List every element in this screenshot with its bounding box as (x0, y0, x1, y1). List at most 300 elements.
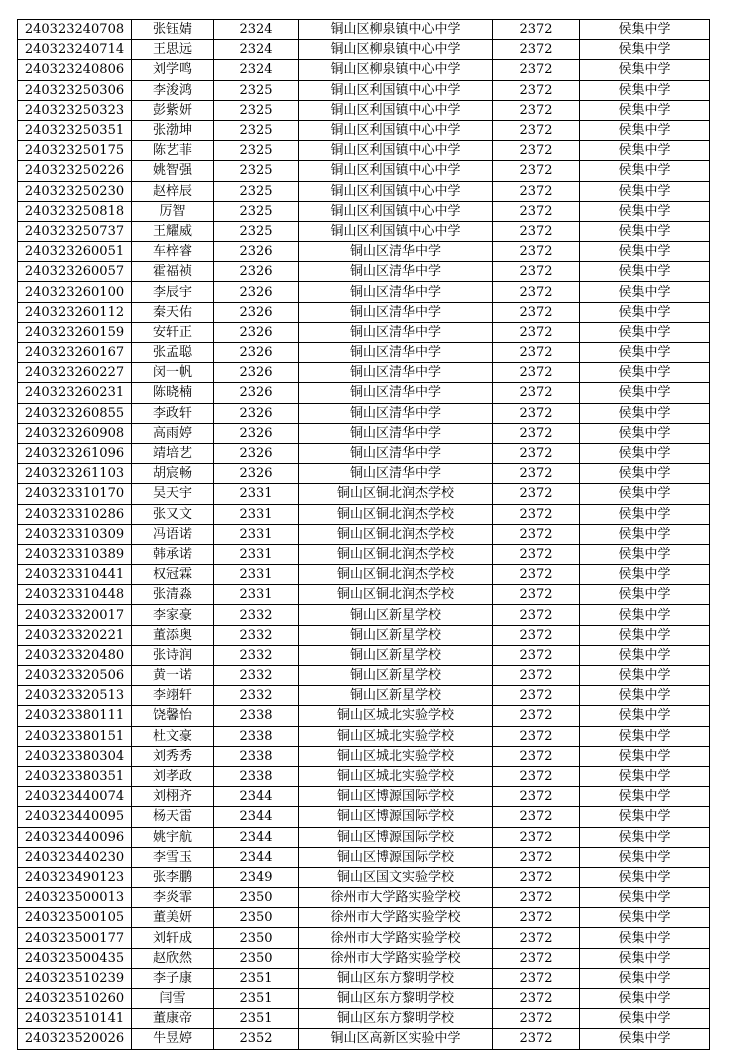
exam-id-cell: 240323260231 (18, 383, 132, 403)
school-name-cell: 铜山区清华中学 (299, 322, 493, 342)
school-code-cell: 2344 (214, 827, 299, 847)
table-row (18, 120, 710, 140)
table-row (18, 726, 710, 746)
target-code-cell: 2372 (493, 120, 580, 140)
exam-id-cell: 240323440230 (18, 847, 132, 867)
exam-id-cell: 240323260112 (18, 302, 132, 322)
exam-id-cell: 240323500013 (18, 888, 132, 908)
school-code-cell: 2325 (214, 221, 299, 241)
student-name-cell: 闵一帆 (132, 363, 214, 383)
target-school-cell: 侯集中学 (580, 968, 710, 988)
table-row (18, 928, 710, 948)
school-code-cell: 2331 (214, 504, 299, 524)
exam-id-cell: 240323320480 (18, 645, 132, 665)
student-name-cell: 冯语诺 (132, 524, 214, 544)
school-code-cell: 2338 (214, 746, 299, 766)
exam-id-cell: 240323240806 (18, 60, 132, 80)
target-code-cell: 2372 (493, 181, 580, 201)
exam-id-cell: 240323320506 (18, 666, 132, 686)
target-code-cell: 2372 (493, 585, 580, 605)
school-code-cell: 2350 (214, 908, 299, 928)
school-code-cell: 2325 (214, 161, 299, 181)
target-code-cell: 2372 (493, 989, 580, 1009)
student-name-cell: 陈晓楠 (132, 383, 214, 403)
target-code-cell: 2372 (493, 645, 580, 665)
target-code-cell: 2372 (493, 20, 580, 40)
school-name-cell: 铜山区清华中学 (299, 423, 493, 443)
table-row (18, 262, 710, 282)
exam-id-cell: 240323260159 (18, 322, 132, 342)
target-code-cell: 2372 (493, 787, 580, 807)
table-row (18, 343, 710, 363)
exam-id-cell: 240323250226 (18, 161, 132, 181)
student-name-cell: 姚智强 (132, 161, 214, 181)
target-school-cell: 侯集中学 (580, 746, 710, 766)
school-code-cell: 2324 (214, 40, 299, 60)
school-code-cell: 2325 (214, 141, 299, 161)
school-code-cell: 2350 (214, 948, 299, 968)
table-row (18, 383, 710, 403)
table-row (18, 363, 710, 383)
school-code-cell: 2344 (214, 807, 299, 827)
school-code-cell: 2325 (214, 80, 299, 100)
school-name-cell: 铜山区新星学校 (299, 605, 493, 625)
student-name-cell: 赵梓辰 (132, 181, 214, 201)
target-code-cell: 2372 (493, 766, 580, 786)
school-name-cell: 铜山区清华中学 (299, 383, 493, 403)
school-code-cell: 2326 (214, 423, 299, 443)
student-name-cell: 董添奥 (132, 625, 214, 645)
school-name-cell: 铜山区利国镇中心中学 (299, 221, 493, 241)
target-school-cell: 侯集中学 (580, 141, 710, 161)
school-code-cell: 2349 (214, 867, 299, 887)
target-code-cell: 2372 (493, 706, 580, 726)
student-name-cell: 李家豪 (132, 605, 214, 625)
student-name-cell: 杨天雷 (132, 807, 214, 827)
target-code-cell: 2372 (493, 40, 580, 60)
school-name-cell: 铜山区清华中学 (299, 262, 493, 282)
target-code-cell: 2372 (493, 100, 580, 120)
school-name-cell: 铜山区利国镇中心中学 (299, 80, 493, 100)
target-code-cell: 2372 (493, 807, 580, 827)
school-name-cell: 铜山区新星学校 (299, 645, 493, 665)
target-school-cell: 侯集中学 (580, 484, 710, 504)
student-name-cell: 秦天佑 (132, 302, 214, 322)
table-row (18, 403, 710, 423)
school-name-cell: 徐州市大学路实验学校 (299, 928, 493, 948)
table-row (18, 847, 710, 867)
student-name-cell: 黄一诺 (132, 666, 214, 686)
school-name-cell: 铜山区清华中学 (299, 282, 493, 302)
exam-id-cell: 240323250175 (18, 141, 132, 161)
target-code-cell: 2372 (493, 746, 580, 766)
target-school-cell: 侯集中学 (580, 363, 710, 383)
exam-id-cell: 240323310286 (18, 504, 132, 524)
table-row (18, 443, 710, 463)
target-code-cell: 2372 (493, 201, 580, 221)
school-code-cell: 2331 (214, 585, 299, 605)
exam-id-cell: 240323310309 (18, 524, 132, 544)
student-name-cell: 李政轩 (132, 403, 214, 423)
exam-id-cell: 240323500105 (18, 908, 132, 928)
school-name-cell: 铜山区柳泉镇中心中学 (299, 20, 493, 40)
target-school-cell: 侯集中学 (580, 464, 710, 484)
exam-id-cell: 240323260227 (18, 363, 132, 383)
school-code-cell: 2326 (214, 403, 299, 423)
school-code-cell: 2326 (214, 383, 299, 403)
school-code-cell: 2324 (214, 60, 299, 80)
target-code-cell: 2372 (493, 565, 580, 585)
school-name-cell: 铜山区柳泉镇中心中学 (299, 60, 493, 80)
target-code-cell: 2372 (493, 1009, 580, 1029)
target-school-cell: 侯集中学 (580, 201, 710, 221)
table-row (18, 948, 710, 968)
exam-id-cell: 240323250737 (18, 221, 132, 241)
table-row (18, 1009, 710, 1029)
exam-id-cell: 240323440074 (18, 787, 132, 807)
school-name-cell: 铜山区铜北润杰学校 (299, 544, 493, 564)
target-code-cell: 2372 (493, 383, 580, 403)
school-code-cell: 2326 (214, 464, 299, 484)
school-code-cell: 2326 (214, 262, 299, 282)
school-name-cell: 铜山区清华中学 (299, 343, 493, 363)
target-school-cell: 侯集中学 (580, 262, 710, 282)
target-code-cell: 2372 (493, 928, 580, 948)
school-code-cell: 2324 (214, 20, 299, 40)
table-row (18, 524, 710, 544)
student-name-cell: 张诗润 (132, 645, 214, 665)
student-name-cell: 权冠霖 (132, 565, 214, 585)
exam-id-cell: 240323260167 (18, 343, 132, 363)
target-school-cell: 侯集中学 (580, 120, 710, 140)
table-row (18, 1029, 710, 1049)
school-name-cell: 铜山区东方黎明学校 (299, 989, 493, 1009)
school-code-cell: 2326 (214, 282, 299, 302)
target-school-cell: 侯集中学 (580, 20, 710, 40)
target-school-cell: 侯集中学 (580, 242, 710, 262)
target-school-cell: 侯集中学 (580, 565, 710, 585)
table-row (18, 302, 710, 322)
target-school-cell: 侯集中学 (580, 787, 710, 807)
exam-id-cell: 240323510239 (18, 968, 132, 988)
target-code-cell: 2372 (493, 443, 580, 463)
target-code-cell: 2372 (493, 908, 580, 928)
table-row (18, 968, 710, 988)
exam-id-cell: 240323380151 (18, 726, 132, 746)
table-row (18, 60, 710, 80)
student-name-cell: 李辰宇 (132, 282, 214, 302)
student-name-cell: 王耀威 (132, 221, 214, 241)
school-name-cell: 铜山区清华中学 (299, 403, 493, 423)
target-school-cell: 侯集中学 (580, 766, 710, 786)
target-school-cell: 侯集中学 (580, 605, 710, 625)
target-school-cell: 侯集中学 (580, 221, 710, 241)
target-code-cell: 2372 (493, 726, 580, 746)
target-school-cell: 侯集中学 (580, 302, 710, 322)
exam-id-cell: 240323261096 (18, 443, 132, 463)
school-code-cell: 2331 (214, 484, 299, 504)
table-row (18, 20, 710, 40)
exam-id-cell: 240323320513 (18, 686, 132, 706)
target-code-cell: 2372 (493, 242, 580, 262)
target-school-cell: 侯集中学 (580, 888, 710, 908)
school-code-cell: 2326 (214, 302, 299, 322)
target-code-cell: 2372 (493, 827, 580, 847)
school-code-cell: 2325 (214, 100, 299, 120)
student-name-cell: 胡宸畅 (132, 464, 214, 484)
school-name-cell: 铜山区柳泉镇中心中学 (299, 40, 493, 60)
table-row (18, 888, 710, 908)
table-row (18, 181, 710, 201)
school-name-cell: 铜山区利国镇中心中学 (299, 141, 493, 161)
table-row (18, 322, 710, 342)
school-code-cell: 2332 (214, 645, 299, 665)
school-code-cell: 2326 (214, 363, 299, 383)
student-name-cell: 赵欣然 (132, 948, 214, 968)
student-name-cell: 闫雪 (132, 989, 214, 1009)
target-code-cell: 2372 (493, 80, 580, 100)
school-code-cell: 2338 (214, 766, 299, 786)
target-code-cell: 2372 (493, 948, 580, 968)
student-name-cell: 李翊轩 (132, 686, 214, 706)
student-name-cell: 张渤坤 (132, 120, 214, 140)
exam-id-cell: 240323250323 (18, 100, 132, 120)
exam-id-cell: 240323260057 (18, 262, 132, 282)
exam-id-cell: 240323260100 (18, 282, 132, 302)
target-code-cell: 2372 (493, 888, 580, 908)
target-code-cell: 2372 (493, 282, 580, 302)
school-name-cell: 铜山区铜北润杰学校 (299, 504, 493, 524)
target-school-cell: 侯集中学 (580, 443, 710, 463)
school-code-cell: 2344 (214, 847, 299, 867)
table-row (18, 585, 710, 605)
exam-id-cell: 240323490123 (18, 867, 132, 887)
table-row (18, 141, 710, 161)
target-school-cell: 侯集中学 (580, 625, 710, 645)
target-school-cell: 侯集中学 (580, 989, 710, 1009)
exam-id-cell: 240323240714 (18, 40, 132, 60)
student-name-cell: 刘轩成 (132, 928, 214, 948)
exam-id-cell: 240323310170 (18, 484, 132, 504)
target-school-cell: 侯集中学 (580, 686, 710, 706)
target-school-cell: 侯集中学 (580, 322, 710, 342)
target-school-cell: 侯集中学 (580, 403, 710, 423)
table-row (18, 242, 710, 262)
target-code-cell: 2372 (493, 544, 580, 564)
exam-id-cell: 240323320221 (18, 625, 132, 645)
table-row (18, 605, 710, 625)
exam-id-cell: 240323310441 (18, 565, 132, 585)
target-code-cell: 2372 (493, 847, 580, 867)
school-code-cell: 2331 (214, 544, 299, 564)
student-name-cell: 陈艺菲 (132, 141, 214, 161)
school-code-cell: 2325 (214, 181, 299, 201)
table-row (18, 908, 710, 928)
school-code-cell: 2332 (214, 625, 299, 645)
table-row (18, 867, 710, 887)
target-school-cell: 侯集中学 (580, 928, 710, 948)
target-code-cell: 2372 (493, 484, 580, 504)
table-row (18, 201, 710, 221)
school-code-cell: 2331 (214, 565, 299, 585)
school-name-cell: 铜山区铜北润杰学校 (299, 484, 493, 504)
exam-id-cell: 240323500435 (18, 948, 132, 968)
school-name-cell: 铜山区利国镇中心中学 (299, 120, 493, 140)
target-school-cell: 侯集中学 (580, 161, 710, 181)
school-code-cell: 2350 (214, 928, 299, 948)
target-code-cell: 2372 (493, 524, 580, 544)
school-name-cell: 铜山区城北实验学校 (299, 726, 493, 746)
target-code-cell: 2372 (493, 322, 580, 342)
exam-id-cell: 240323260908 (18, 423, 132, 443)
table-row (18, 787, 710, 807)
target-school-cell: 侯集中学 (580, 867, 710, 887)
student-name-cell: 靖培艺 (132, 443, 214, 463)
target-school-cell: 侯集中学 (580, 383, 710, 403)
table-row (18, 625, 710, 645)
student-name-cell: 霍福祯 (132, 262, 214, 282)
school-code-cell: 2326 (214, 322, 299, 342)
target-school-cell: 侯集中学 (580, 948, 710, 968)
school-name-cell: 徐州市大学路实验学校 (299, 948, 493, 968)
school-name-cell: 铜山区新星学校 (299, 666, 493, 686)
exam-id-cell: 240323250306 (18, 80, 132, 100)
student-name-cell: 姚宇航 (132, 827, 214, 847)
target-code-cell: 2372 (493, 262, 580, 282)
exam-id-cell: 240323260855 (18, 403, 132, 423)
school-name-cell: 铜山区利国镇中心中学 (299, 161, 493, 181)
table-row (18, 827, 710, 847)
student-name-cell: 李炎霏 (132, 888, 214, 908)
target-school-cell: 侯集中学 (580, 908, 710, 928)
table-row (18, 989, 710, 1009)
target-school-cell: 侯集中学 (580, 343, 710, 363)
table-row (18, 686, 710, 706)
school-name-cell: 铜山区利国镇中心中学 (299, 181, 493, 201)
target-code-cell: 2372 (493, 343, 580, 363)
school-code-cell: 2332 (214, 605, 299, 625)
school-name-cell: 徐州市大学路实验学校 (299, 908, 493, 928)
target-code-cell: 2372 (493, 968, 580, 988)
school-name-cell: 铜山区东方黎明学校 (299, 1009, 493, 1029)
table-row (18, 282, 710, 302)
exam-id-cell: 240323380304 (18, 746, 132, 766)
table-body (18, 20, 710, 1050)
school-code-cell: 2332 (214, 666, 299, 686)
school-name-cell: 铜山区清华中学 (299, 302, 493, 322)
table-row (18, 100, 710, 120)
target-code-cell: 2372 (493, 666, 580, 686)
school-code-cell: 2338 (214, 706, 299, 726)
school-code-cell: 2344 (214, 787, 299, 807)
school-code-cell: 2351 (214, 989, 299, 1009)
table-row (18, 565, 710, 585)
target-school-cell: 侯集中学 (580, 645, 710, 665)
target-school-cell: 侯集中学 (580, 423, 710, 443)
table-row (18, 807, 710, 827)
school-name-cell: 铜山区高新区实验中学 (299, 1029, 493, 1049)
target-school-cell: 侯集中学 (580, 80, 710, 100)
target-code-cell: 2372 (493, 60, 580, 80)
student-name-cell: 吴天宇 (132, 484, 214, 504)
table-row (18, 645, 710, 665)
exam-id-cell: 240323261103 (18, 464, 132, 484)
student-name-cell: 安轩正 (132, 322, 214, 342)
target-school-cell: 侯集中学 (580, 504, 710, 524)
exam-id-cell: 240323440096 (18, 827, 132, 847)
school-name-cell: 铜山区博源国际学校 (299, 787, 493, 807)
school-code-cell: 2351 (214, 1009, 299, 1029)
school-name-cell: 铜山区清华中学 (299, 242, 493, 262)
table-row (18, 666, 710, 686)
student-name-cell: 刘秀秀 (132, 746, 214, 766)
school-code-cell: 2325 (214, 120, 299, 140)
exam-id-cell: 240323260051 (18, 242, 132, 262)
target-school-cell: 侯集中学 (580, 282, 710, 302)
school-name-cell: 铜山区国文实验学校 (299, 867, 493, 887)
table-row (18, 484, 710, 504)
student-name-cell: 董美妍 (132, 908, 214, 928)
target-school-cell: 侯集中学 (580, 1029, 710, 1049)
exam-id-cell: 240323440095 (18, 807, 132, 827)
school-name-cell: 铜山区清华中学 (299, 363, 493, 383)
student-name-cell: 李子康 (132, 968, 214, 988)
table-row (18, 464, 710, 484)
target-school-cell: 侯集中学 (580, 524, 710, 544)
student-name-cell: 韩承诺 (132, 544, 214, 564)
school-code-cell: 2326 (214, 343, 299, 363)
target-school-cell: 侯集中学 (580, 544, 710, 564)
exam-id-cell: 240323250351 (18, 120, 132, 140)
student-name-cell: 张清淼 (132, 585, 214, 605)
target-school-cell: 侯集中学 (580, 1009, 710, 1029)
school-code-cell: 2326 (214, 443, 299, 463)
target-code-cell: 2372 (493, 161, 580, 181)
school-code-cell: 2350 (214, 888, 299, 908)
exam-id-cell: 240323310389 (18, 544, 132, 564)
table-row (18, 544, 710, 564)
target-code-cell: 2372 (493, 423, 580, 443)
school-name-cell: 徐州市大学路实验学校 (299, 888, 493, 908)
student-name-cell: 刘学鸣 (132, 60, 214, 80)
target-school-cell: 侯集中学 (580, 60, 710, 80)
target-school-cell: 侯集中学 (580, 726, 710, 746)
target-code-cell: 2372 (493, 605, 580, 625)
school-name-cell: 铜山区清华中学 (299, 464, 493, 484)
school-name-cell: 铜山区博源国际学校 (299, 847, 493, 867)
target-code-cell: 2372 (493, 221, 580, 241)
target-school-cell: 侯集中学 (580, 847, 710, 867)
school-name-cell: 铜山区清华中学 (299, 443, 493, 463)
student-name-cell: 张孟聪 (132, 343, 214, 363)
school-name-cell: 铜山区新星学校 (299, 686, 493, 706)
table-row (18, 40, 710, 60)
target-school-cell: 侯集中学 (580, 807, 710, 827)
target-code-cell: 2372 (493, 464, 580, 484)
target-code-cell: 2372 (493, 686, 580, 706)
exam-id-cell: 240323250230 (18, 181, 132, 201)
student-name-cell: 厉智 (132, 201, 214, 221)
school-code-cell: 2338 (214, 726, 299, 746)
target-school-cell: 侯集中学 (580, 40, 710, 60)
target-code-cell: 2372 (493, 403, 580, 423)
school-code-cell: 2325 (214, 201, 299, 221)
student-name-cell: 张李鹏 (132, 867, 214, 887)
school-name-cell: 铜山区城北实验学校 (299, 706, 493, 726)
exam-id-cell: 240323510260 (18, 989, 132, 1009)
student-name-cell: 李浚鸿 (132, 80, 214, 100)
table-row (18, 706, 710, 726)
